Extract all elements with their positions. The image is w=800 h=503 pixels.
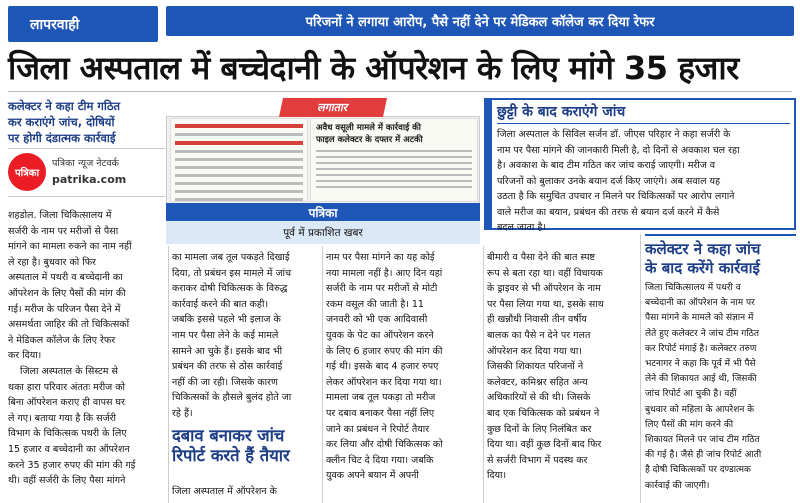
text-line: कराकर दोषी चिकित्सक के विरुद्ध [172, 283, 288, 295]
text-line: की गई है। जैसे ही जांच रिपोर्ट आती [645, 450, 762, 461]
brand-name: पत्रिका न्यूज नेटवर्क [52, 158, 119, 169]
text-line: के लिए 6 हजार रुपए की मांग की [326, 345, 443, 357]
clip-logo: पत्रिका [166, 203, 480, 221]
text-line: दिया, तो प्रबंधन इस मामले में जांच [172, 267, 292, 279]
text-line: कुछ दिनों के लिए निलंबित कर [487, 423, 592, 435]
text-line: नाम पर पैसा मांगने का यह कोई [326, 252, 435, 263]
text-line: सर्जरी के नाम पर मरीजों से पैसा [8, 225, 119, 237]
text-line: दिया। [487, 470, 507, 482]
subsection-heading [172, 426, 322, 466]
text-line: प्रबंधन की तरफ से ठोस कार्रवाई [172, 361, 283, 373]
text-line: पर दबाव बनाकर पैसा नहीं लिए [326, 407, 435, 419]
heading-line: कलेक्टर ने कहा जांच [645, 240, 761, 258]
heading-line: रिपोर्ट करते हैं तैयार [172, 446, 290, 465]
text-line: से सर्जरी विभाग में पदस्थ कर [487, 454, 588, 466]
divider [497, 123, 790, 124]
text-line: के ड्राइवर से भी ऑपरेशन के नाम [487, 283, 601, 295]
text-line: नाम पर पैसा मांगने की जानकारी मिली है, दो दिनों से अवकाश चल रहा [497, 144, 740, 156]
text-line: वाले मरीज का बयान, प्रबंधन की तरफ से बयान दर्ज करने में कैसे [497, 206, 720, 218]
text-line: बालक का पैसे न देने पर गलत [487, 329, 591, 341]
main-headline: जिला अस्पताल में बच्चेदानी के ऑपरेशन के लिए मांगे 35 हजार [8, 44, 792, 92]
column-rule [168, 246, 169, 503]
text-line: ले रहा है। बुधवार को फिर [8, 256, 96, 268]
text-line: ऑपरेशन कर दिया गया था। [487, 345, 582, 357]
article-column-3 [326, 250, 479, 484]
divider [8, 148, 166, 149]
clip-headline-line: फाइल कलेक्टर के दफ्तर में अटकी [316, 135, 423, 145]
text-line: सर्जरी के नाम पर मरीजों से मोटी [326, 283, 438, 295]
text-line: जिला अस्पताल के सिस्टम से [20, 365, 118, 377]
text-line: थका हारा परिवार अंततः मरीज को [8, 381, 125, 393]
article-column-1 [8, 208, 164, 489]
column-rule [322, 246, 323, 503]
text-line: कार्रवाई करने की बात कही। [172, 298, 269, 310]
clip-headline-line: अवैध वसूली मामले में कार्रवाई की [316, 123, 421, 133]
text-line: शिकायत मिलने पर जांच टीम गठित [645, 435, 760, 446]
text-line: जांच रिपोर्ट आ चुकी है। वहीं [645, 389, 737, 400]
subheadline [8, 98, 166, 146]
text-line: जिला अस्पताल में ऑपरेशन के [172, 486, 277, 497]
column-rule [483, 246, 484, 503]
text-line: युवक अपने बयान में अपनी [326, 470, 419, 482]
text-line: सामने आ चुके हैं। इसके बाद भी [172, 345, 283, 357]
text-line: विभाग के चिकित्सक पथरी के लिए [8, 428, 127, 440]
subhead-line: कर कराएंगे जांच, दोषियों [8, 115, 115, 129]
subhead-line: पर होगी दंडात्मक कार्रवाई [8, 131, 116, 145]
text-line: रकम वसूल की जाती है। 11 [326, 298, 424, 310]
brand-url: patrika.com [52, 173, 127, 186]
sidebar-accent [484, 98, 492, 230]
text-line: गई। मरीज के परिजन पैसा देने में [8, 303, 121, 315]
text-line: मांगने का मामला रुकने का नाम नहीं [8, 241, 132, 253]
text-line: परिजनों को बुलाकर उनके बयान दर्ज किए जाएंगे। अब सवाल यह [497, 175, 721, 187]
section-kicker: लापरवाही [8, 6, 158, 42]
text-line: 15 हजार व बच्चेदानी का ऑपरेशन [8, 443, 130, 455]
sidebar-body [497, 127, 790, 236]
text-line: बच्चेदानी का ऑपरेशन के नाम पर [645, 298, 755, 309]
text-line: चिकित्सकों के हौसले बुलंद होते जा [172, 392, 292, 404]
heading-line: दबाव बनाकर जांच [172, 426, 285, 445]
text-line: क्लीन चिट दे दिया गया। जबकि [326, 454, 434, 466]
article-column-4 [487, 250, 636, 484]
text-line: है दोषी चिकित्सकों पर दण्डात्मक [645, 465, 751, 476]
text-line: अस्पताल में पथरी व बच्चेदानी का [8, 272, 123, 284]
article-column-2-tail [172, 484, 318, 500]
text-line: असमर्थता जाहिर की तो चिकित्सकों [8, 319, 130, 331]
text-line: बुधवार को महिला के आपरेशन के [645, 404, 755, 415]
text-line: है। अवकाश के बाद टीम गठित कर जांच कराई जाएगी। मरीज व [497, 160, 716, 171]
text-line: जिसकी शिकायत परिजनों ने [487, 361, 584, 373]
text-line: उठता है कि समुचित उपचार न मिलने पर चिकित्सकों पर आरोप लगाने [497, 191, 735, 202]
text-line: बीमारी व पैसा देने की बात स्पष्ट [487, 252, 596, 263]
collector-heading [645, 240, 796, 278]
patrika-logo: पत्रिका [8, 153, 46, 191]
text-line: पर पैसा लिया गया था, इसके साथ [487, 298, 604, 310]
old-clipping-right [310, 118, 478, 202]
old-clipping-left [170, 118, 308, 202]
text-line: नहीं की जा रही। जिसके कारण [172, 376, 278, 388]
article-column-5 [645, 281, 796, 494]
text-line: लिए पैसों की मांग करने की [645, 419, 734, 430]
clip-caption: पूर्व में प्रकाशित खबर [166, 221, 480, 244]
column-rule [640, 234, 641, 503]
text-line: लेते हुए कलेक्टर ने जांच टीम गठित [645, 328, 760, 339]
text-line: जनवरी को भी एक आदिवासी [326, 314, 428, 326]
divider [8, 196, 166, 197]
text-line: बाद एक चिकित्सक को प्रबंधन ने [487, 407, 600, 419]
text-line: रूप से बता रहा था। वहीं विधायक [487, 267, 603, 279]
text-line: ने मेडिकल कॉलेज के लिए रेफर [8, 334, 116, 346]
text-line: जबकि इससे पहले भी इलाज के [172, 314, 281, 326]
text-line: का मामला जब तूल पकड़ते दिखाई [172, 252, 290, 263]
text-line: युवक के पेट का ऑपरेशन करने [326, 329, 434, 341]
text-line: मामला जब तूल पकड़ा तो मरीज [326, 392, 436, 404]
heading-line: के बाद करेंगे कार्रवाई [645, 259, 760, 277]
text-line: अधिकारियों से की थी। जिसके [487, 392, 591, 404]
text-line: दिया था। वहीं कुछ दिनों बाद फिर [487, 439, 602, 451]
text-line: जिला अस्पताल के सिविल सर्जन डॉ. जीएस परिहार ने कहा सर्जरी के [497, 129, 731, 140]
subhead-line: कलेक्टर ने कहा टीम गठित [8, 99, 121, 113]
text-line: कर दिया। [8, 350, 42, 362]
text-line: लेकर ऑपरेशन कर दिया गया था। [326, 376, 442, 388]
text-line: ऑपरेशन के लिए पैसों की मांग की [8, 287, 126, 299]
top-strap: परिजनों ने लगाया आरोप, पैसे नहीं देने पर मेडिकल कॉलेज कर दिया रेफर [166, 6, 794, 36]
text-line: कर रिपोर्ट मंगाई है। कलेक्टर तरुण [645, 343, 757, 354]
text-line: गई थी। इसके बाद 4 हजार रुपए [326, 361, 439, 373]
text-line: करने 35 हजार रुपए की मांग की गई [8, 459, 136, 471]
text-line: कार्रवाई की जाएगी। [645, 480, 710, 491]
sidebar-title: छुट्टी के बाद कराएंगे जांच [497, 104, 626, 120]
text-line: थी। वहीं सर्जरी के लिए पैसा मांगने [8, 475, 126, 487]
text-line: कर लिया और दोषी चिकित्सक को [326, 439, 443, 451]
text-line: ही खन्नौधी निवासी तीन वर्षीय [487, 314, 587, 326]
text-line: नया मामला नहीं है। आए दिन यहां [326, 267, 443, 279]
text-line: रहे हैं। [172, 407, 193, 419]
lagataar-tag: लगातार [279, 98, 387, 117]
text-line: शहडोल. जिला चिकित्सालय में [8, 210, 112, 221]
text-line: कलेक्टर, कमिश्नर सहित अन्य [487, 376, 588, 388]
divider [645, 234, 796, 236]
text-line: पैसा मांगने के मामले को संज्ञान में [645, 313, 754, 324]
text-line: लेने की शिकायत आई थी, जिसकी [645, 374, 757, 385]
text-line: जाने का प्रबंधन ने रिपोर्ट तैयार [326, 423, 430, 435]
article-column-2 [172, 250, 318, 422]
text-line: बदल जाता है। [497, 222, 546, 233]
text-line: बिना ऑपरेशन कराए ही वापस घर [8, 397, 125, 409]
text-line: ले गए। बताया गया है कि सर्जरी [8, 412, 116, 424]
text-line: भटनागर ने कहा कि पूर्व में भी पैसे [645, 359, 756, 370]
text-line: नाम पर पैसा लेने के कई मामले [172, 329, 279, 341]
text-line: जिला चिकित्सालय में पथरी व [645, 283, 741, 293]
